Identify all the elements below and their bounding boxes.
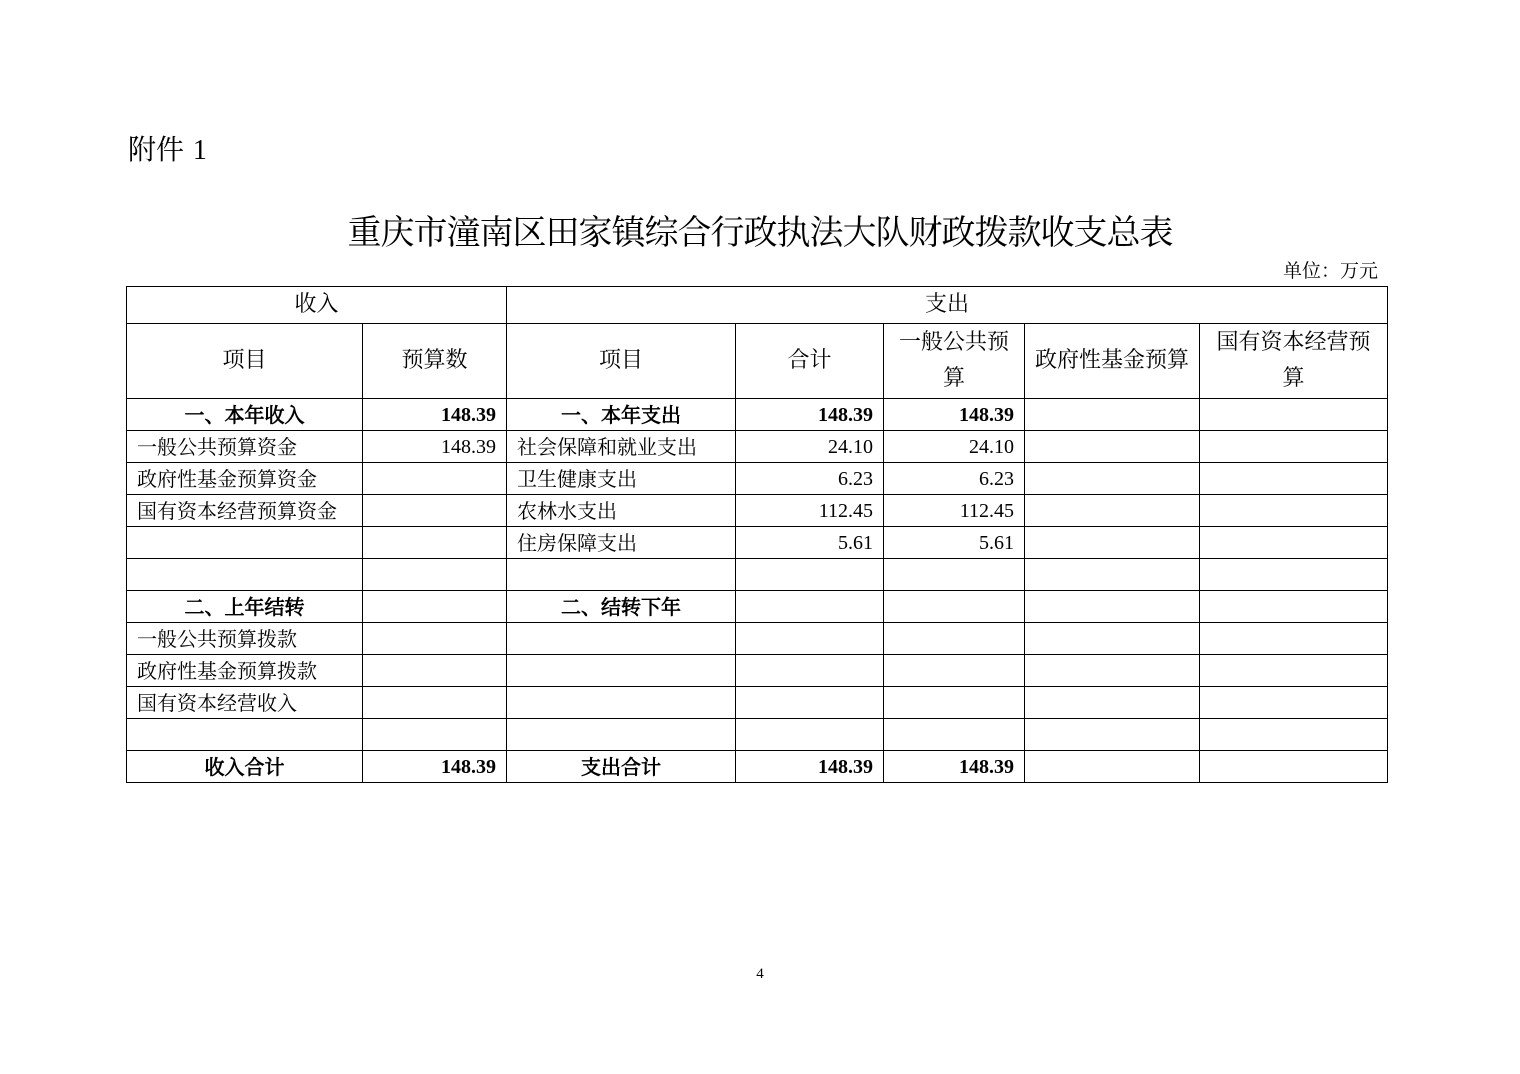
expense-gov-fund [1025, 527, 1200, 559]
expense-gov-fund [1025, 591, 1200, 623]
expense-total [736, 655, 884, 687]
expense-item [507, 559, 736, 591]
income-amount [363, 655, 507, 687]
expense-general [884, 719, 1025, 751]
general-budget-header: 一般公共预算 [884, 324, 1025, 399]
income-amount [363, 591, 507, 623]
income-item: 国有资本经营预算资金 [127, 495, 363, 527]
expense-item: 社会保障和就业支出 [507, 431, 736, 463]
expense-state-capital [1200, 463, 1388, 495]
income-amount: 148.39 [363, 431, 507, 463]
expense-gov-fund-total [1025, 751, 1200, 783]
expense-state-capital-total [1200, 751, 1388, 783]
attachment-label [128, 130, 207, 171]
expense-total: 112.45 [736, 495, 884, 527]
income-item: 政府性基金预算拨款 [127, 655, 363, 687]
expense-gov-fund [1025, 431, 1200, 463]
attachment-number: 1 [192, 135, 207, 166]
income-amount [363, 719, 507, 751]
expense-header: 支出 [507, 287, 1388, 324]
expense-item-header: 项目 [507, 324, 736, 399]
gov-fund-header: 政府性基金预算 [1025, 324, 1200, 399]
income-amount [363, 623, 507, 655]
expense-item [507, 623, 736, 655]
income-budget-header: 预算数 [363, 324, 507, 399]
expense-state-capital [1200, 399, 1388, 431]
income-item [127, 719, 363, 751]
expense-total: 148.39 [736, 399, 884, 431]
income-item: 一般公共预算拨款 [127, 623, 363, 655]
income-item [127, 559, 363, 591]
expense-item [507, 655, 736, 687]
expense-total [736, 687, 884, 719]
expense-state-capital [1200, 687, 1388, 719]
expense-total [736, 623, 884, 655]
table-row [127, 719, 1388, 751]
expense-gov-fund [1025, 687, 1200, 719]
totals-row [127, 751, 1388, 783]
table-row [127, 687, 1388, 719]
expense-total: 5.61 [736, 527, 884, 559]
state-capital-header: 国有资本经营预算 [1200, 324, 1388, 399]
expense-general: 6.23 [884, 463, 1025, 495]
expense-total-label: 支出合计 [507, 751, 736, 783]
income-amount [363, 463, 507, 495]
page-number: 4 [756, 966, 764, 982]
income-amount [363, 687, 507, 719]
expense-gov-fund [1025, 719, 1200, 751]
expense-gov-fund [1025, 559, 1200, 591]
expense-state-capital [1200, 431, 1388, 463]
expense-item: 卫生健康支出 [507, 463, 736, 495]
income-item: 国有资本经营收入 [127, 687, 363, 719]
expense-total-amount: 148.39 [736, 751, 884, 783]
income-item: 二、上年结转 [127, 591, 363, 623]
expense-state-capital [1200, 559, 1388, 591]
expense-general: 24.10 [884, 431, 1025, 463]
expense-state-capital [1200, 495, 1388, 527]
expense-gov-fund [1025, 495, 1200, 527]
income-item: 一、本年收入 [127, 399, 363, 431]
unit-label: 单位：万元 [1282, 260, 1378, 282]
budget-table [126, 286, 1388, 783]
attachment-text: 附件 [128, 133, 185, 166]
expense-total [736, 719, 884, 751]
income-amount: 148.39 [363, 399, 507, 431]
expense-item: 二、结转下年 [507, 591, 736, 623]
table-row [127, 431, 1388, 463]
table-row [127, 495, 1388, 527]
expense-state-capital [1200, 591, 1388, 623]
expense-gov-fund [1025, 655, 1200, 687]
table-row [127, 527, 1388, 559]
table-row [127, 463, 1388, 495]
expense-total [736, 591, 884, 623]
table-row [127, 655, 1388, 687]
table-row [127, 591, 1388, 623]
expense-item: 农林水支出 [507, 495, 736, 527]
income-amount [363, 495, 507, 527]
income-header: 收入 [127, 287, 507, 324]
expense-item: 一、本年支出 [507, 399, 736, 431]
expense-item [507, 687, 736, 719]
page-title: 重庆市潼南区田家镇综合行政执法大队财政拨款收支总表 [347, 213, 1173, 253]
income-item-header: 项目 [127, 324, 363, 399]
expense-general [884, 623, 1025, 655]
expense-state-capital [1200, 527, 1388, 559]
income-amount [363, 559, 507, 591]
expense-general: 148.39 [884, 399, 1025, 431]
expense-general [884, 655, 1025, 687]
expense-general [884, 591, 1025, 623]
expense-state-capital [1200, 719, 1388, 751]
expense-general [884, 687, 1025, 719]
expense-general: 5.61 [884, 527, 1025, 559]
expense-state-capital [1200, 623, 1388, 655]
header-row-top [127, 287, 1388, 324]
expense-total: 6.23 [736, 463, 884, 495]
income-amount [363, 527, 507, 559]
income-item: 政府性基金预算资金 [127, 463, 363, 495]
expense-item: 住房保障支出 [507, 527, 736, 559]
total-header: 合计 [736, 324, 884, 399]
income-total-label: 收入合计 [127, 751, 363, 783]
expense-general: 112.45 [884, 495, 1025, 527]
expense-general [884, 559, 1025, 591]
expense-total: 24.10 [736, 431, 884, 463]
table-row [127, 399, 1388, 431]
expense-state-capital [1200, 655, 1388, 687]
income-total-amount: 148.39 [363, 751, 507, 783]
expense-gov-fund [1025, 463, 1200, 495]
expense-gov-fund [1025, 623, 1200, 655]
table-row [127, 559, 1388, 591]
expense-total [736, 559, 884, 591]
expense-gov-fund [1025, 399, 1200, 431]
income-item [127, 527, 363, 559]
expense-item [507, 719, 736, 751]
income-item: 一般公共预算资金 [127, 431, 363, 463]
expense-general-total: 148.39 [884, 751, 1025, 783]
table-row [127, 623, 1388, 655]
header-row-sub [127, 324, 1388, 399]
